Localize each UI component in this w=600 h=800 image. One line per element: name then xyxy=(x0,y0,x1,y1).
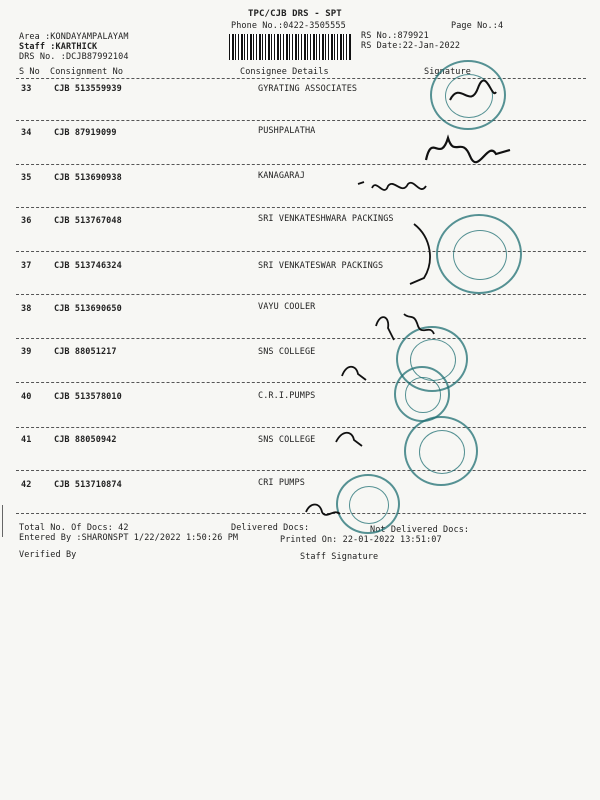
punch-mark xyxy=(2,505,3,537)
row-consignee: C.R.I.PUMPS xyxy=(258,391,316,401)
row-divider xyxy=(16,470,586,471)
signature-mark xyxy=(354,174,434,204)
row-consignee: PUSHPALATHA xyxy=(258,126,316,136)
college-stamp xyxy=(404,416,478,486)
signature-mark xyxy=(404,218,444,288)
company-stamp xyxy=(436,214,522,294)
signature-mark xyxy=(300,496,350,526)
staff-signature-label: Staff Signature xyxy=(300,552,379,562)
row-sno: 36 xyxy=(21,216,32,226)
row-consignee: SNS COLLEGE xyxy=(258,435,316,445)
row-divider xyxy=(16,427,586,428)
total-docs: Total No. Of Docs: 42 xyxy=(19,523,129,533)
row-divider xyxy=(16,207,586,208)
row-consignee: CRI PUMPS xyxy=(258,478,305,488)
company-stamp xyxy=(394,366,450,422)
row-consignment: CJB 88050942 xyxy=(54,435,117,445)
row-consignee: SNS COLLEGE xyxy=(258,347,316,357)
row-consignee: SRI VENKATESWAR PACKINGS xyxy=(258,261,384,271)
not-delivered-docs: Not Delivered Docs: xyxy=(370,525,470,535)
row-consignment: CJB 513578010 xyxy=(54,392,122,402)
area-field: Area :KONDAYAMPALAYAM xyxy=(19,32,129,42)
signature-mark xyxy=(330,424,370,454)
staff-field: Staff :KARTHICK xyxy=(19,42,98,52)
printed-on: Printed On: 22-01-2022 13:51:07 xyxy=(280,535,442,545)
row-consignment: CJB 513690650 xyxy=(54,304,122,314)
signature-mark xyxy=(370,306,440,346)
row-sno: 37 xyxy=(21,261,32,271)
delivered-docs: Delivered Docs: xyxy=(231,523,310,533)
entered-by: Entered By :SHARONSPT 1/22/2022 1:50:26 PM xyxy=(19,533,239,543)
column-header-consignment: Consignment No xyxy=(50,67,124,77)
rs-date: RS Date:22-Jan-2022 xyxy=(361,41,461,51)
rs-number: RS No.:879921 xyxy=(361,31,429,41)
row-consignment: CJB 513710874 xyxy=(54,480,122,490)
row-consignee: KANAGARAJ xyxy=(258,171,305,181)
row-sno: 35 xyxy=(21,173,32,183)
row-consignment: CJB 88051217 xyxy=(54,347,117,357)
row-consignment: CJB 513559939 xyxy=(54,84,122,94)
row-consignment: CJB 513767048 xyxy=(54,216,122,226)
row-consignment: CJB 513690938 xyxy=(54,173,122,183)
row-sno: 39 xyxy=(21,347,32,357)
row-sno: 33 xyxy=(21,84,32,94)
verified-by: Verified By xyxy=(19,550,77,560)
column-header-sno: S No xyxy=(19,67,40,77)
row-sno: 42 xyxy=(21,480,32,490)
phone-number: Phone No.:0422-3505555 xyxy=(231,21,346,31)
drs-number: DRS No. :DCJB87992104 xyxy=(19,52,129,62)
row-consignee: VAYU COOLER xyxy=(258,302,316,312)
row-consignment: CJB 87919099 xyxy=(54,128,117,138)
signature-mark xyxy=(440,70,500,120)
row-divider xyxy=(16,338,586,339)
row-sno: 40 xyxy=(21,392,32,402)
row-divider xyxy=(16,120,586,121)
column-header-signature: Signature xyxy=(424,67,471,77)
row-divider xyxy=(16,382,586,383)
column-header-consignee: Consignee Details xyxy=(240,67,329,77)
row-consignment: CJB 513746324 xyxy=(54,261,122,271)
row-consignee: GYRATING ASSOCIATES xyxy=(258,84,358,94)
row-divider xyxy=(16,294,586,295)
barcode xyxy=(229,34,351,60)
row-consignee: SRI VENKATESHWARA PACKINGS xyxy=(258,214,394,224)
row-sno: 34 xyxy=(21,128,32,138)
document-title: TPC/CJB DRS - SPT xyxy=(248,9,342,19)
page-number: Page No.:4 xyxy=(451,21,504,31)
row-sno: 38 xyxy=(21,304,32,314)
signature-mark xyxy=(336,356,376,386)
signature-mark xyxy=(418,128,518,168)
row-sno: 41 xyxy=(21,435,32,445)
